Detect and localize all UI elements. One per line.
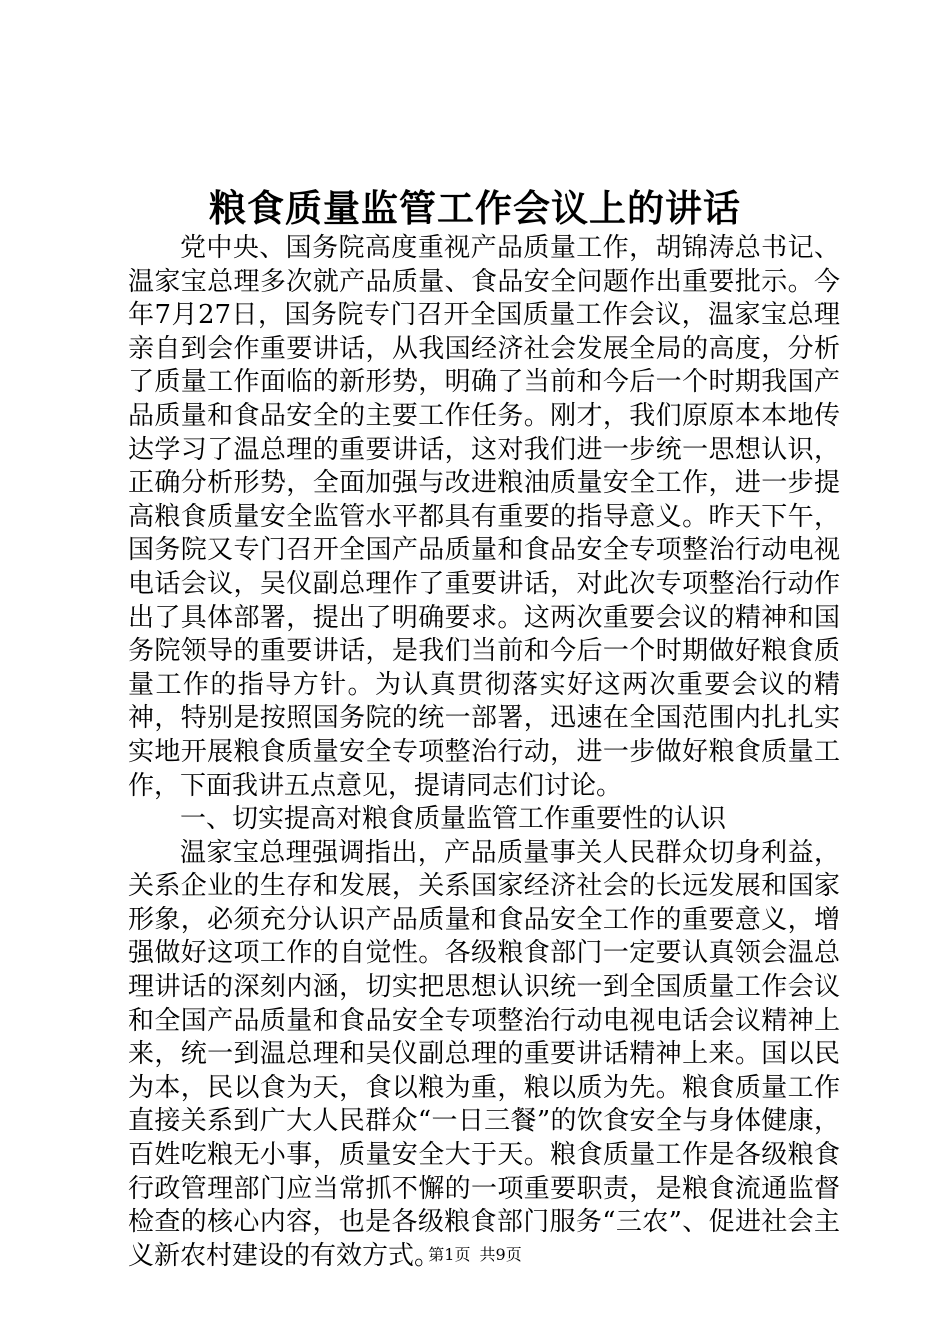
section-paragraph: 温家宝总理强调指出，产品质量事关人民群众切身利益，关系企业的生存和发展，关系国家经济社会的长远发展和国家形象，必须充分认识产品质量和食品安全工作的重要意义，增强做好这项工作的自觉性。各级粮食部门一定要认真领会温总理讲话的深刻内涵，切实把思想认识统一到全国质量工作会议和全国产品质量和食品安全专项整治行动电视电话会议精神上来，统一到温总理和吴仪副总理的重要讲话精神上来。国以民为本，民以食为天，食以粮为重，粮以质为先。粮食质量工作直接关系到广大人民群众“一日三餐”的饮食安全与身体健康，百姓吃粮无小事，质量安全大于天。粮食质量工作是各级粮食行政管理部门应当常抓不懈的一项重要职责，是粮食流通监督检查的核心内容，也是各级粮食部门服务“三农”、促进社会主义新农村建设的有效方式。 (128, 837, 840, 1271)
page-number-current: 第1页 (428, 1245, 471, 1264)
page-number-total: 共9页 (479, 1245, 522, 1264)
section-heading: 一、切实提高对粮食质量监管工作重要性的认识 (180, 804, 727, 835)
document-title: 粮食质量监管工作会议上的讲话 (209, 186, 741, 230)
page-footer (0, 1243, 950, 1267)
document-body (128, 232, 840, 1273)
intro-paragraph: 党中央、国务院高度重视产品质量工作，胡锦涛总书记、温家宝总理多次就产品质量、食品安全问题作出重要批示。今年7月27日，国务院专门召开全国质量工作会议，温家宝总理亲自到会作重要讲话，从我国经济社会发展全局的高度，分析了质量工作面临的新形势，明确了当前和今后一个时期我国产品质量和食品安全的主要工作任务。刚才，我们原原本本地传达学习了温总理的重要讲话，这对我们进一步统一思想认识，正确分析形势，全面加强与改进粮油质量安全工作，进一步提高粮食质量安全监管水平都具有重要的指导意义。昨天下午，国务院又专门召开全国产品质量和食品安全专项整治行动电视电话会议，吴仪副总理作了重要讲话，对此次专项整治行动作出了具体部署，提出了明确要求。这两次重要会议的精神和国务院领导的重要讲话，是我们当前和今后一个时期做好粮食质量工作的指导方针。为认真贯彻落实好这两次重要会议的精神，特别是按照国务院的统一部署，迅速在全国范围内扎扎实实地开展粮食质量安全专项整治行动，进一步做好粮食质量工作，下面我讲五点意见，提请同志们讨论。 (128, 233, 840, 801)
